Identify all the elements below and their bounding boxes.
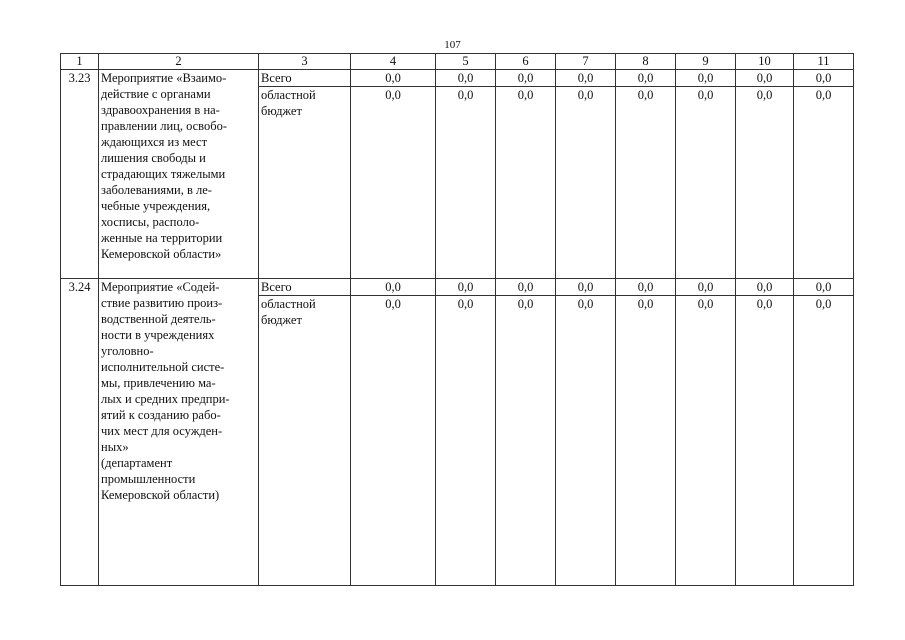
value-cell: 0,0 (736, 87, 794, 279)
item-description: Мероприятие «Содей- ствие развитию произ- водственной деятель- ности в учреждениях уголовно- исполнительной систе- мы, привлечению ма- лых и средних предпри- ятий к созданию рабо- чих мест для осужден- ных» (департамент промышленности Кемеровской области) (99, 279, 259, 586)
header-row (61, 54, 854, 70)
value-cell: 0,0 (616, 279, 676, 296)
value-cell: 0,0 (496, 87, 556, 279)
funding-source: областной бюджет (259, 296, 351, 586)
value-cell: 0,0 (496, 296, 556, 586)
value-cell: 0,0 (736, 70, 794, 87)
column-header: 9 (676, 54, 736, 70)
item-index: 3.23 (61, 70, 99, 279)
value-cell: 0,0 (556, 296, 616, 586)
funding-source: Всего (259, 279, 351, 296)
item-index: 3.24 (61, 279, 99, 586)
value-cell: 0,0 (794, 87, 854, 279)
column-header: 2 (99, 54, 259, 70)
value-cell: 0,0 (436, 279, 496, 296)
value-cell: 0,0 (794, 70, 854, 87)
value-cell: 0,0 (436, 87, 496, 279)
value-cell: 0,0 (736, 296, 794, 586)
value-cell: 0,0 (496, 279, 556, 296)
value-cell: 0,0 (556, 279, 616, 296)
funding-source: Всего (259, 70, 351, 87)
value-cell: 0,0 (676, 296, 736, 586)
value-cell: 0,0 (556, 87, 616, 279)
value-cell: 0,0 (436, 296, 496, 586)
value-cell: 0,0 (676, 279, 736, 296)
column-header: 1 (61, 54, 99, 70)
value-cell: 0,0 (496, 70, 556, 87)
value-cell: 0,0 (616, 70, 676, 87)
budget-table (60, 53, 854, 586)
value-cell: 0,0 (676, 87, 736, 279)
page-number: 107 (444, 39, 461, 51)
funding-source: областной бюджет (259, 87, 351, 279)
value-cell: 0,0 (676, 70, 736, 87)
item-description: Мероприятие «Взаимо- действие с органами здравоохранения в на- правлении лиц, освобо- ждающихся из мест лишения свободы и страдающих тяжелыми заболеваниями, в ле- чебные учреждения, хосписы, располо- женные на территории Кемеровской области» (99, 70, 259, 279)
column-header: 7 (556, 54, 616, 70)
column-header: 5 (436, 54, 496, 70)
value-cell: 0,0 (794, 296, 854, 586)
column-header: 10 (736, 54, 794, 70)
table-row (61, 70, 854, 87)
value-cell: 0,0 (436, 70, 496, 87)
value-cell: 0,0 (351, 279, 436, 296)
value-cell: 0,0 (794, 279, 854, 296)
value-cell: 0,0 (616, 296, 676, 586)
value-cell: 0,0 (351, 296, 436, 586)
value-cell: 0,0 (556, 70, 616, 87)
column-header: 11 (794, 54, 854, 70)
table-row (61, 279, 854, 296)
value-cell: 0,0 (736, 279, 794, 296)
value-cell: 0,0 (351, 87, 436, 279)
column-header: 8 (616, 54, 676, 70)
column-header: 3 (259, 54, 351, 70)
value-cell: 0,0 (351, 70, 436, 87)
column-header: 6 (496, 54, 556, 70)
value-cell: 0,0 (616, 87, 676, 279)
column-header: 4 (351, 54, 436, 70)
